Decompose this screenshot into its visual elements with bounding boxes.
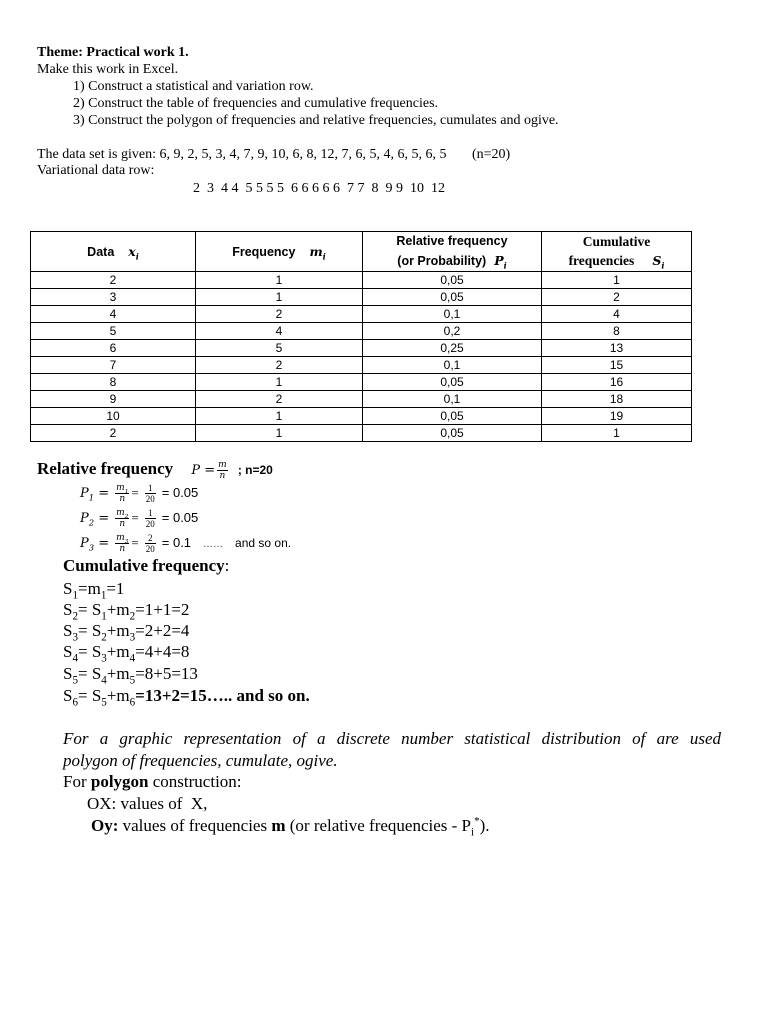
cell-relative: 0,05: [363, 425, 542, 442]
frequency-table: [30, 231, 692, 442]
cell-frequency: 4: [196, 323, 363, 340]
cell-frequency: 2: [196, 306, 363, 323]
dataset-values: The data set is given: 6, 9, 2, 5, 3, 4, 7, 9, 10, 6, 8, 12, 7, 6, 5, 4, 6, 5, 6, 5: [37, 147, 447, 162]
cell-cumulative: 15: [542, 357, 692, 374]
polygon-construction: For polygon construction:: [63, 772, 242, 791]
cell-data: 3: [31, 289, 196, 306]
theme-title: Practical work 1.: [86, 45, 189, 60]
header-relative-frequency: Relative frequency (or Probability) $P_i$: [363, 232, 542, 272]
cell-frequency: 1: [196, 408, 363, 425]
relative-frequency-heading: [37, 459, 273, 481]
cell-frequency: 1: [196, 289, 363, 306]
theme-label: Theme:: [37, 45, 83, 60]
cumulative-line-3: $S_3= S_2+m_3=2+2=4$: [63, 621, 190, 644]
cell-frequency: 2: [196, 391, 363, 408]
oy-axis-line: Oy: values of frequencies m (or relative frequencies - $P_i^*$).: [91, 815, 490, 839]
cumulative-line-5: $S_5= S_4+m_5=8+5=13$: [63, 664, 198, 687]
cumulative-heading: Cumulative frequency:: [63, 556, 230, 575]
cumulative-line-1: $S_1=m_1=1$: [63, 579, 125, 602]
table-row: [31, 272, 692, 289]
cumulative-title: Cumulative frequency: [63, 556, 225, 575]
table-row: [31, 357, 692, 374]
relative-line-1: $P_1$ = $\frac{m_1}{n}$ = $\frac{1}{20}$ = 0.05: [80, 483, 199, 504]
cell-cumulative: 16: [542, 374, 692, 391]
relative-formula: P = $\frac{m}{n}$: [191, 460, 227, 481]
table-row: [31, 425, 692, 442]
table-row: [31, 391, 692, 408]
cell-cumulative: 1: [542, 272, 692, 289]
cell-frequency: 2: [196, 357, 363, 374]
cell-relative: 0,05: [363, 289, 542, 306]
cell-frequency: 1: [196, 374, 363, 391]
cell-data: 9: [31, 391, 196, 408]
cell-data: 6: [31, 340, 196, 357]
cell-cumulative: 13: [542, 340, 692, 357]
relative-line-3: $P_3$ = $\frac{m_3}{n}$ = $\frac{2}{20}$ = 0.1 …… and so on.: [80, 533, 292, 554]
instruction: Make this work in Excel.: [37, 62, 179, 77]
relative-title: Relative frequency: [37, 459, 174, 478]
cell-data: 2: [31, 425, 196, 442]
header-frequency: Frequency $m_i$: [196, 232, 363, 272]
cell-relative: 0,25: [363, 340, 542, 357]
cell-cumulative: 2: [542, 289, 692, 306]
cell-cumulative: 8: [542, 323, 692, 340]
relative-n: ; n=20: [237, 463, 273, 477]
cell-relative: 0,1: [363, 306, 542, 323]
cumulative-line-2: $S_2= S_1+m_2=1+1=2$: [63, 600, 190, 623]
table-row: [31, 408, 692, 425]
table-row: [31, 306, 692, 323]
table-row: [31, 323, 692, 340]
cumulative-line-4: $S_4= S_3+m_4=4+4=8$: [63, 642, 190, 665]
dataset-line: [37, 147, 510, 163]
table-row: [31, 289, 692, 306]
task-3: 3) Construct the polygon of frequencies and relative frequencies, cumulates and ogive.: [73, 113, 559, 128]
cell-frequency: 1: [196, 425, 363, 442]
cell-relative: 0,05: [363, 408, 542, 425]
cumulative-line-6: $S_6=$ $S_5+m_6=13+2=15\dots$.. and so on.: [63, 686, 310, 709]
cell-relative: 0,1: [363, 391, 542, 408]
dataset-n: (n=20): [471, 147, 511, 162]
cell-cumulative: 4: [542, 306, 692, 323]
cell-data: 2: [31, 272, 196, 289]
table-body: [31, 272, 692, 442]
header-cumulative-frequencies: Cumulative frequencies $S_i$: [542, 232, 692, 272]
cell-frequency: 5: [196, 340, 363, 357]
variational-row: 2 3 4 4 5 5 5 5 6 6 6 6 6 7 7 8 9 9 10 12: [193, 181, 445, 196]
cell-cumulative: 18: [542, 391, 692, 408]
cell-data: 8: [31, 374, 196, 391]
task-2: 2) Construct the table of frequencies and cumulative frequencies.: [73, 96, 439, 111]
cell-data: 5: [31, 323, 196, 340]
variational-label: Variational data row:: [37, 163, 155, 178]
relative-line-2: $P_2$ = $\frac{m_2}{n}$ = $\frac{1}{20}$ = 0.05: [80, 508, 199, 529]
table-row: [31, 340, 692, 357]
graphic-line-1: For a graphic representation of a discrete number statistical distribution of are used: [63, 729, 721, 748]
cell-data: 10: [31, 408, 196, 425]
cell-relative: 0,05: [363, 272, 542, 289]
header-data: Data $x_i$: [31, 232, 196, 272]
cell-cumulative: 19: [542, 408, 692, 425]
cell-data: 4: [31, 306, 196, 323]
cell-relative: 0,1: [363, 357, 542, 374]
theme-heading: [37, 45, 189, 61]
cell-frequency: 1: [196, 272, 363, 289]
cell-relative: 0,2: [363, 323, 542, 340]
cell-data: 7: [31, 357, 196, 374]
table-row: [31, 374, 692, 391]
table-header-row: [31, 232, 692, 272]
task-1: 1) Construct a statistical and variation row.: [73, 79, 314, 94]
cell-cumulative: 1: [542, 425, 692, 442]
graphic-line-2: polygon of frequencies, cumulate, ogive.: [63, 751, 338, 770]
ox-axis-line: OX: values of X,: [87, 794, 208, 813]
cell-relative: 0,05: [363, 374, 542, 391]
